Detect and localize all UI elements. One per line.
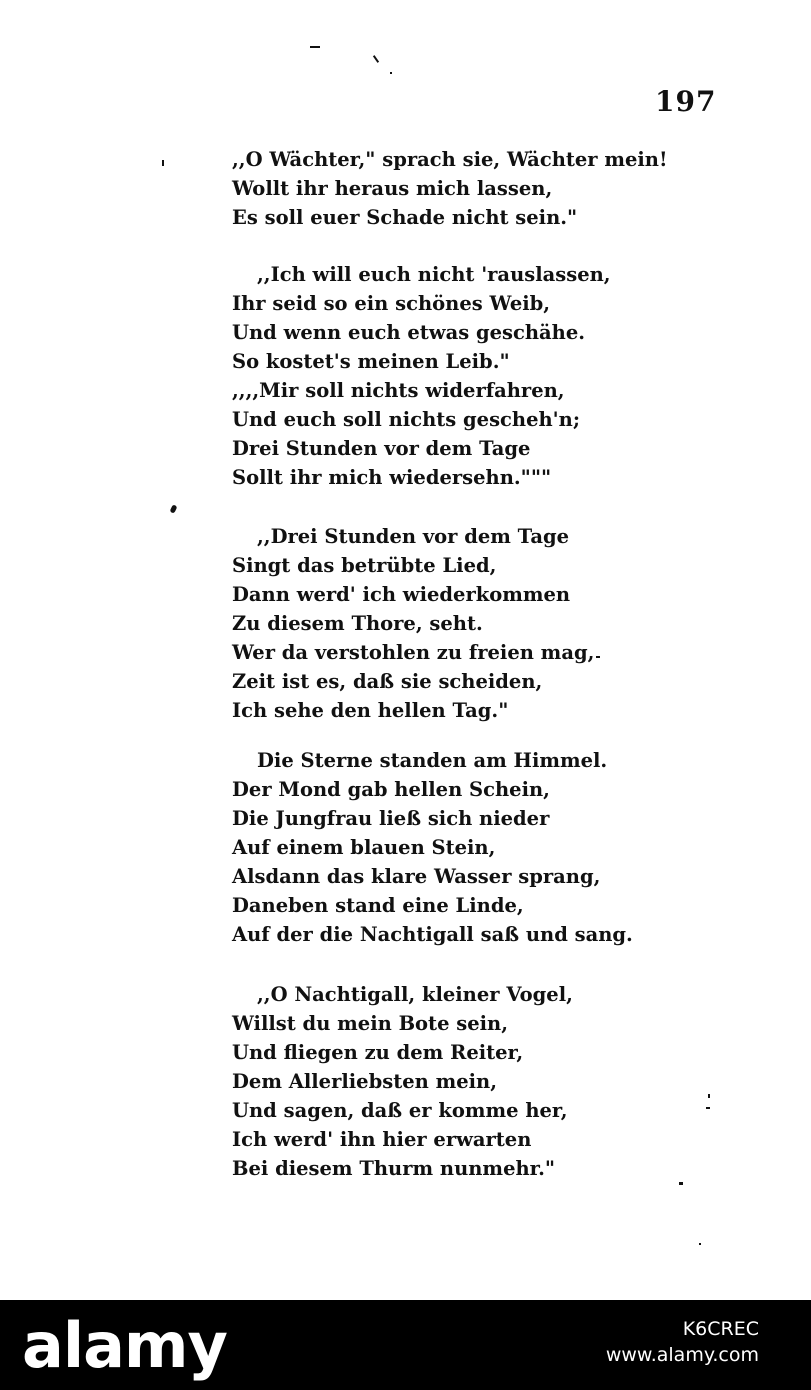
verse-line: Zeit ist es, daß sie scheiden, <box>232 670 543 693</box>
ink-speck <box>596 656 600 658</box>
ink-speck <box>390 72 392 74</box>
ink-speck <box>706 1107 710 1109</box>
verse-line: Sollt ihr mich wiedersehn.""" <box>232 466 552 489</box>
verse-line: Zu diesem Thore, seht. <box>232 612 483 635</box>
verse-line: So kostet's meinen Leib." <box>232 350 510 373</box>
verse-line: Wollt ihr heraus mich lassen, <box>232 177 553 200</box>
stanza-4 <box>232 746 633 949</box>
verse-line: Daneben stand eine Linde, <box>232 894 524 917</box>
verse-line: ,,Drei Stunden vor dem Tage <box>257 525 569 548</box>
watermark-footer <box>0 1300 811 1390</box>
verse-line: Willst du mein Bote sein, <box>232 1012 509 1035</box>
verse-line: Auf einem blauen Stein, <box>232 836 496 859</box>
ink-speck <box>679 1182 683 1185</box>
ink-speck <box>699 1243 701 1245</box>
image-id: K6CREC <box>682 1318 759 1340</box>
verse-line: Und wenn euch etwas geschähe. <box>232 321 586 344</box>
ink-speck <box>162 160 164 166</box>
stanza-2 <box>232 260 611 492</box>
ink-speck <box>310 46 320 48</box>
stanza-1 <box>232 145 668 232</box>
verse-line: Es soll euer Schade nicht sein." <box>232 206 578 229</box>
ink-speck <box>170 504 178 513</box>
verse-line: Drei Stunden vor dem Tage <box>232 437 531 460</box>
page-number: 197 <box>655 85 717 118</box>
verse-line: Ich sehe den hellen Tag." <box>232 699 509 722</box>
ink-speck <box>708 1094 710 1098</box>
verse-line: Die Jungfrau ließ sich nieder <box>232 807 550 830</box>
verse-line: ,,O Wächter," sprach sie, Wächter mein! <box>232 148 668 171</box>
verse-line: Auf der die Nachtigall saß und sang. <box>232 923 633 946</box>
verse-line: Und fliegen zu dem Reiter, <box>232 1041 524 1064</box>
verse-line: Der Mond gab hellen Schein, <box>232 778 550 801</box>
verse-line: Dem Allerliebsten mein, <box>232 1070 497 1093</box>
verse-line: ,,O Nachtigall, kleiner Vogel, <box>257 983 573 1006</box>
verse-line: ,,,,Mir soll nichts widerfahren, <box>232 379 565 402</box>
alamy-logo: alamy <box>22 1309 227 1382</box>
ink-speck <box>373 55 379 63</box>
verse-line: Die Sterne standen am Himmel. <box>257 749 608 772</box>
verse-line: Und euch soll nichts gescheh'n; <box>232 408 581 431</box>
verse-line: Ihr seid so ein schönes Weib, <box>232 292 551 315</box>
verse-line: Singt das betrübte Lied, <box>232 554 497 577</box>
watermark-url: www.alamy.com <box>605 1344 759 1366</box>
verse-line: Bei diesem Thurm nunmehr." <box>232 1157 556 1180</box>
verse-line: Und sagen, daß er komme her, <box>232 1099 568 1122</box>
verse-line: Alsdann das klare Wasser sprang, <box>232 865 601 888</box>
verse-line: Ich werd' ihn hier erwarten <box>232 1128 532 1151</box>
stanza-5 <box>232 980 573 1183</box>
verse-line: ,,Ich will euch nicht 'rauslassen, <box>257 263 611 286</box>
verse-line: Wer da verstohlen zu freien mag, <box>232 641 595 664</box>
verse-line: Dann werd' ich wiederkommen <box>232 583 571 606</box>
stanza-3 <box>232 522 594 725</box>
